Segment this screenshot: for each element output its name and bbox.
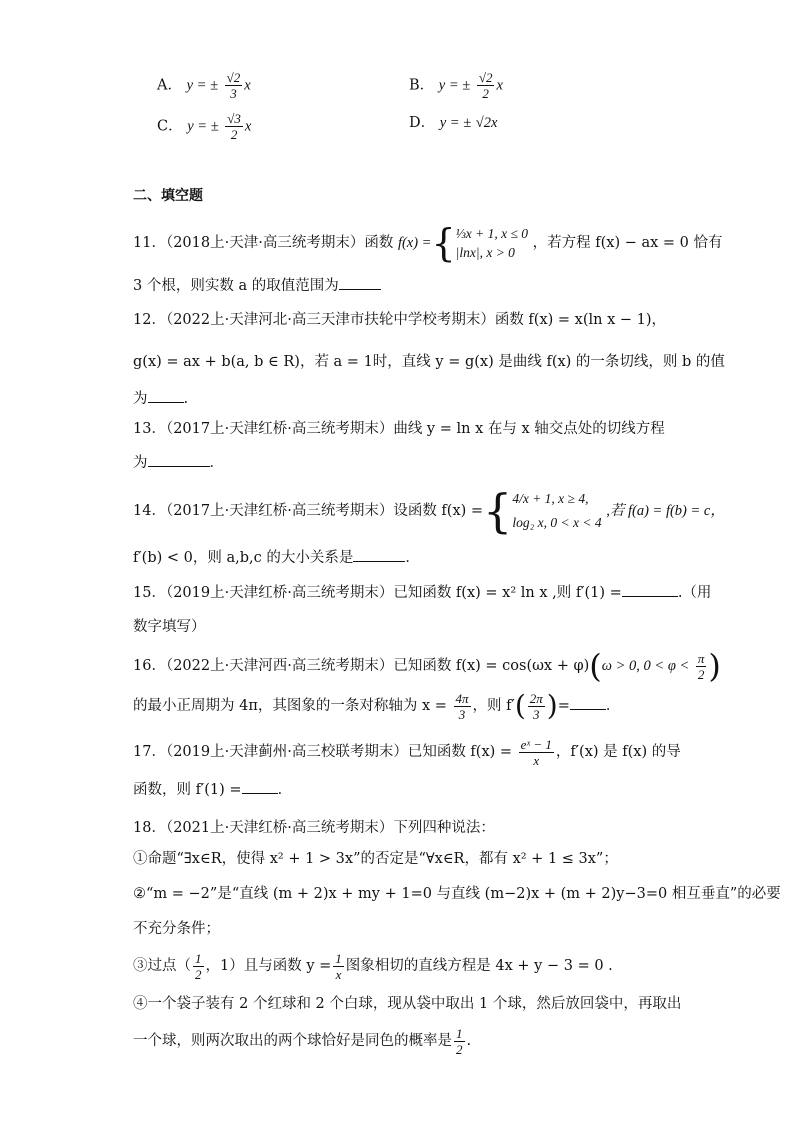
question-16-line-2: 的最小正周期为 4π，其图象的一条对称轴为 x = $\frac{4\pi}{3}$ ，则 f′( $\frac{2\pi}{3}$ )= ． — [133, 689, 621, 722]
option-b-lhs: y = ± — [438, 77, 471, 94]
q18-s3-a: ③过点（ — [133, 958, 191, 974]
option-d-lhs: y = ± — [439, 115, 472, 131]
question-17 — [133, 735, 681, 769]
q14-piece-2: log₂ x, 0 < x < 4 — [512, 515, 602, 530]
question-11-line-2 — [133, 275, 381, 296]
q16-cond-numerator: π — [697, 650, 705, 666]
answer-blank[interactable] — [242, 779, 278, 794]
answer-blank[interactable] — [148, 452, 210, 467]
q16-prefix: 16．（2022上·天津河西·高三统考期末）已知函数 f(x) = cos(ωx + φ) — [133, 658, 590, 674]
question-13-line-2: 为 ． — [133, 452, 224, 473]
q14-suffix: ,若 f(a) = f(b) = c， — [606, 503, 725, 519]
q18-statement-4-cont — [133, 1024, 471, 1058]
question-15-line-2: 数字填写） — [133, 619, 206, 635]
q11-function-lhs: f(x) = — [397, 235, 432, 251]
q16-axis-numerator: 4π — [455, 690, 469, 706]
q11-line-2: 3 个根，则实数 a 的取值范围为 — [133, 278, 339, 294]
option-c-tail: x — [244, 118, 252, 135]
q18-s3-denominator: 2 — [195, 966, 202, 982]
option-b-label: B． — [409, 77, 435, 94]
q18-s4-c: . — [466, 1033, 472, 1049]
option-b-numerator: √2 — [478, 70, 493, 85]
option-c-label: C． — [157, 118, 183, 135]
q17-prefix: 17．（2019上·天津蓟州·高三校联考期末）已知函数 f(x) = — [133, 744, 513, 760]
option-b-tail: x — [496, 77, 503, 94]
question-12-line-2: g(x) = ax + b(a, b ∈ R)，若 a = 1时，直线 y = g(x) 是曲线 f(x) 的一条切线，则 b 的值 — [133, 354, 725, 370]
q17-fraction — [519, 737, 554, 768]
answer-blank[interactable] — [353, 547, 405, 562]
q18-s3-function-fraction — [333, 951, 344, 982]
option-a-numerator: √2 — [226, 70, 241, 85]
q18-s3-fdenominator: x — [335, 966, 342, 982]
answer-blank[interactable] — [339, 275, 381, 290]
q18-statement-3 — [133, 949, 613, 983]
q16-arg-denominator: 3 — [533, 706, 540, 722]
answer-blank[interactable] — [570, 695, 606, 710]
q16-arg-fraction — [528, 691, 545, 722]
q16-axis-denominator: 3 — [458, 706, 466, 722]
question-16: 16．（2022上·天津河西·高三统考期末）已知函数 f(x) = cos(ωx + φ)(ω > 0, 0 < φ < $\frac{\pi}{2}$ ) — [133, 647, 721, 685]
option-c-numerator: √3 — [227, 111, 241, 126]
option-b-fraction — [477, 70, 495, 101]
question-17-line-2: 函数，则 f′(1) = ． — [133, 779, 292, 800]
question-15 — [133, 582, 711, 603]
q18-s3-b: ，1）且与函数 y = — [205, 958, 332, 974]
q11-piece-2: |lnx|, x > 0 — [455, 245, 515, 260]
q14-line-2: f′(b) < 0，则 a,b,c 的大小关系是 — [133, 550, 354, 566]
q18-statement-1: ①命题“∃x∈R，使得 x² + 1 > 3x”的否定是“∀x∈R，都有 x² + 1 ≤ 3x”； — [133, 851, 618, 867]
question-18: 18．（2021上·天津红桥·高三统考期末）下列四种说法： — [133, 820, 495, 836]
option-c-lhs: y = ± — [187, 118, 219, 135]
answer-blank[interactable] — [148, 388, 184, 403]
q18-statement-2: ②“m = −2”是“直线 (m + 2)x + my + 1=0 与直线 (m−2)x + (m + 2)y−3=0 相互垂直”的必要 — [133, 886, 781, 902]
q14-piecewise — [512, 487, 601, 535]
q16-cond-denominator: 2 — [697, 666, 705, 682]
option-b — [409, 70, 503, 101]
q12-line-3: 为 — [133, 391, 148, 407]
q11-piecewise — [456, 224, 528, 262]
option-a-label: A． — [157, 77, 182, 94]
question-13: 13．（2017上·天津红桥·高三统考期末）曲线 y = ln x 在与 x 轴交点处的切线方程 — [133, 421, 665, 437]
q16-line-2a: 的最小正周期为 4π，其图象的一条对称轴为 x = — [133, 698, 447, 714]
option-c — [157, 111, 251, 142]
q13-line-2: 为 — [133, 455, 148, 471]
option-d-expression: √2x — [475, 115, 498, 131]
option-a-denominator: 3 — [230, 86, 237, 101]
question-14: 14．（2017上·天津红桥·高三统考期末）设函数 f(x) ={ 4/x + 1, x ≥ 4, log₂ x, 0 < x < 4 ,若 f(a) = f(b) = c， — [133, 484, 725, 538]
option-c-fraction — [225, 111, 243, 142]
q16-line-2b: ，则 f′ — [472, 698, 515, 714]
q11-suffix: ，若方程 f(x) − ax = 0 恰有 — [532, 235, 723, 251]
option-a-tail: x — [244, 77, 251, 94]
q18-s3-fraction — [193, 951, 204, 982]
q18-s4-numerator: 1 — [456, 1025, 463, 1041]
q17-suffix: ，f′(x) 是 f(x) 的导 — [555, 744, 681, 760]
q18-s4-denominator: 2 — [456, 1041, 463, 1057]
option-a-fraction — [225, 70, 243, 101]
option-c-denominator: 2 — [230, 127, 238, 142]
q16-arg-numerator: 2π — [529, 690, 543, 706]
q18-statement-2-cont: 不充分条件； — [133, 921, 220, 937]
option-a-lhs: y = ± — [186, 77, 219, 94]
q16-axis-fraction — [454, 691, 471, 722]
option-b-denominator: 2 — [482, 86, 489, 101]
question-12-line-3: 为 . — [133, 388, 188, 409]
q14-piece-1: 4/x + 1, x ≥ 4, — [512, 491, 589, 506]
answer-blank[interactable] — [622, 582, 678, 597]
q18-s3-c: 图象相切的直线方程是 4x + y − 3 = 0 . — [345, 958, 613, 974]
q15-tail: .（用 — [677, 585, 712, 601]
q11-piece-1: ⅓x + 1, x ≤ 0 — [455, 226, 529, 241]
q16-condition-fraction — [696, 651, 707, 682]
q18-s3-numerator: 1 — [195, 950, 202, 966]
question-12: 12．（2022上·天津河北·高三天津市扶轮中学校考期末）函数 f(x) = x(ln x − 1)， — [133, 312, 667, 328]
q16-line-2c: = — [557, 698, 570, 714]
section-title: 二、填空题 — [133, 188, 203, 204]
question-14-line-2: f′(b) < 0，则 a,b,c 的大小关系是 ． — [133, 547, 420, 568]
q14-prefix: 14．（2017上·天津红桥·高三统考期末）设函数 f(x) = — [133, 503, 484, 519]
q15-line-1: 15．（2019上·天津红桥·高三统考期末）已知函数 f(x) = x² ln x ,则 f′(1) = — [133, 585, 622, 601]
question-11: 11．（2018上·天津·高三统考期末）函数 f(x) ={ ⅓x + 1, x ≤ 0 |lnx|, x > 0 ，若方程 f(x) − ax = 0 恰有 — [133, 221, 723, 265]
q18-s3-fnumerator: 1 — [335, 950, 342, 966]
q17-numerator: eˣ − 1 — [520, 736, 552, 752]
q18-s4-fraction — [454, 1026, 465, 1057]
q18-statement-4: ④一个袋子装有 2 个红球和 2 个白球，现从袋中取出 1 个球，然后放回袋中，再取出 — [133, 996, 682, 1012]
q18-s4-b: 一个球，则两次取出的两个球恰好是同色的概率是 — [133, 1033, 452, 1049]
option-a — [157, 70, 251, 101]
q16-condition: ω > 0, 0 < φ < — [601, 658, 690, 674]
q17-denominator: x — [533, 752, 540, 768]
option-d-label: D． — [409, 115, 436, 131]
q17-line-2: 函数，则 f′(1) = — [133, 782, 242, 798]
option-d — [409, 113, 497, 133]
q11-prefix: 11．（2018上·天津·高三统考期末）函数 — [133, 235, 394, 251]
